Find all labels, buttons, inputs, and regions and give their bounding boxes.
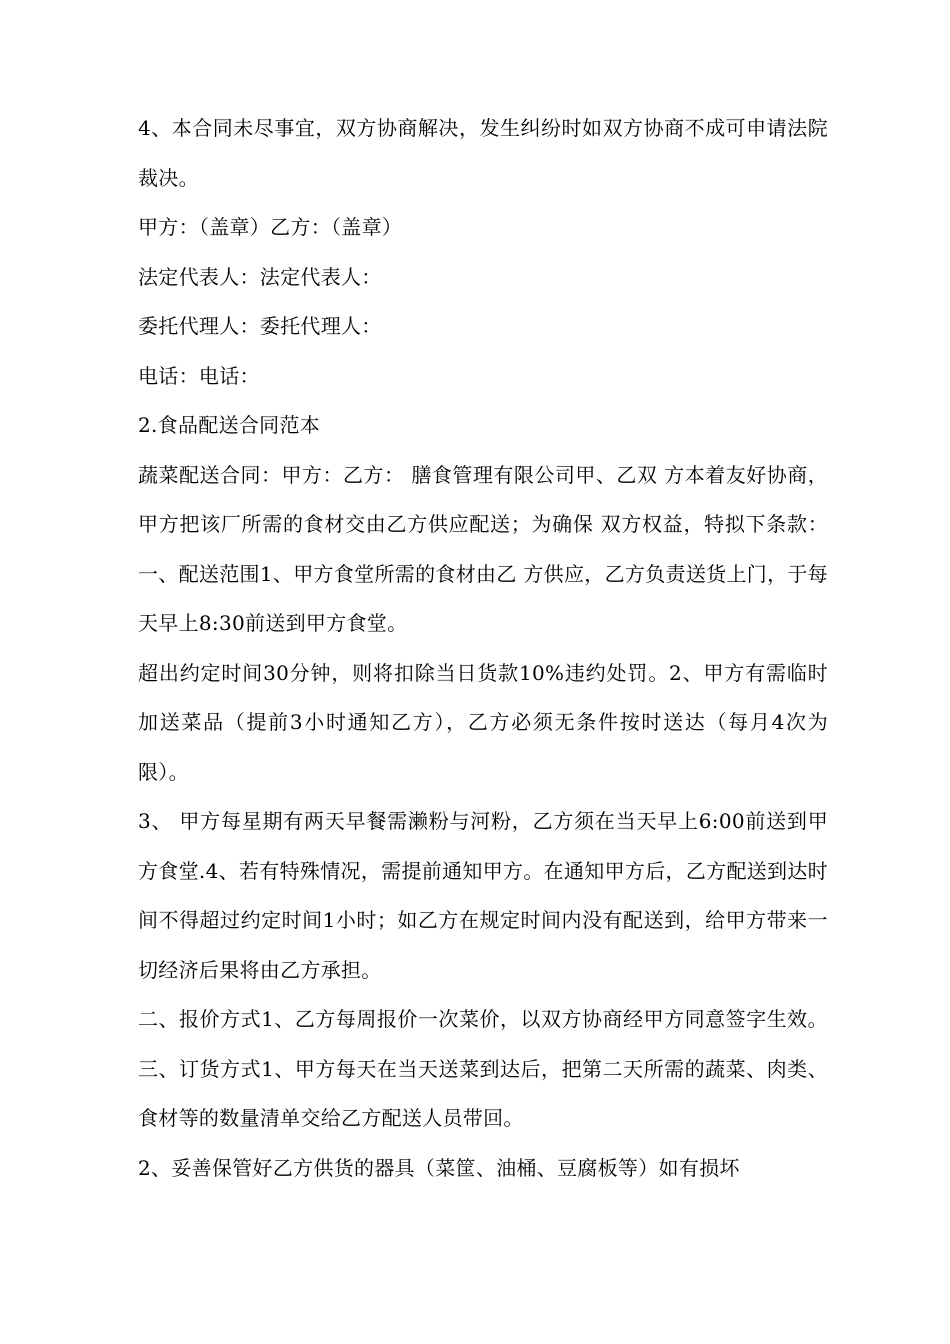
paragraph-late-penalty: 超出约定时间30分钟，则将扣除当日货款10%违约处罚。2、甲方有需临时加送菜品（提前3小时通知乙方），乙方必须无条件按时送达（每月4次为限）。 <box>138 660 828 784</box>
paragraph-clause-4: 4、本合同未尽事宜，双方协商解决，发生纠纷时如双方协商不成可申请法院裁决。 <box>138 116 828 190</box>
paragraph-equipment-care: 2、妥善保管好乙方供货的器具（菜筐、油桶、豆腐板等）如有损坏 <box>138 1155 740 1180</box>
paragraph-seal-line: 甲方：（盖章）乙方：（盖章） <box>138 215 403 239</box>
paragraph-contract-intro: 蔬菜配送合同：甲方：乙方： 膳食管理有限公司甲、乙双 方本着友好协商，甲方把该厂所需的食材交由乙方供应配送；为确保 双方权益，特拟下条款：一、配送范围1、甲方食堂所需的食材由乙 方供应，乙方负责送货上门，于每天早上8:30前送到甲方食堂。 <box>138 462 828 635</box>
paragraph-phone: 电话：电话： <box>138 363 260 388</box>
section-heading: 2.食品配送合同范本 <box>138 413 321 437</box>
document-body <box>138 104 828 1193</box>
paragraph-authorized-agent: 委托代理人：委托代理人： <box>138 314 382 338</box>
paragraph-legal-representative: 法定代表人：法定代表人： <box>138 264 382 289</box>
paragraph-pricing-ordering: 二、报价方式1、乙方每周报价一次菜价，以双方协商经甲方同意签字生效。三、订货方式1、甲方每天在当天送菜到达后，把第二天所需的蔬菜、肉类、食材等的数量清单交给乙方配送人员带回。 <box>138 1007 828 1130</box>
paragraph-clause-3: 3、 甲方每星期有两天早餐需濑粉与河粉，乙方须在当天早上6:00前送到甲方食堂.4、若有特殊情况，需提前通知甲方。在通知甲方后，乙方配送到达时间不得超过约定时间1小时；如乙方在规定时间内没有配送到，给甲方带来一切经济后果将由乙方承担。 <box>138 809 828 982</box>
